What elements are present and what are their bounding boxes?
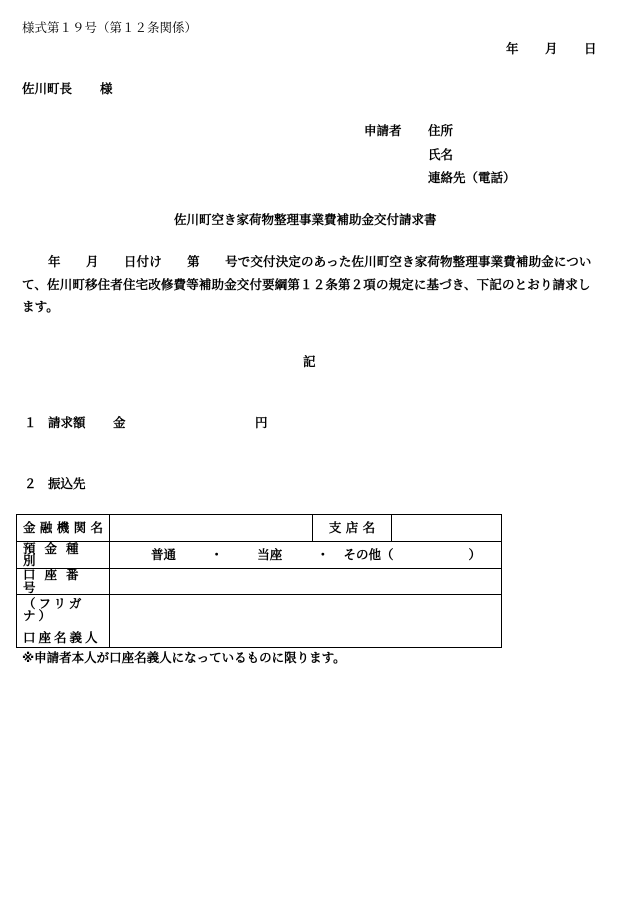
branch-field[interactable] [392, 515, 502, 542]
item2-label: 振込先 [48, 476, 86, 491]
bank-name-field[interactable] [110, 515, 313, 542]
form-number: 様式第１９号（第１２条関係） [22, 20, 198, 35]
body-paragraph: 年 月 日付け 第 号で交付決定のあった佐川町空き家荷物整理事業費補助金について、佐川町移住者住宅改修費等補助金交付要綱第１２条第２項の規定に基づき、下記のとおり請求します。 [22, 254, 592, 314]
bank-account-table [16, 514, 502, 648]
bank-name-label: 金 融 機 関 名 [23, 519, 103, 535]
addressee-name: 佐川町長 [22, 81, 73, 96]
holder-field[interactable] [110, 595, 502, 648]
deposit-type-normal[interactable]: 普通 [151, 546, 177, 562]
deposit-type-field[interactable] [110, 542, 502, 569]
holder-label-cell [17, 595, 110, 648]
deposit-type-other[interactable]: その他（ ） [343, 546, 482, 562]
item1-prefix: 金 [113, 415, 126, 430]
date-year-label: 年 [506, 41, 519, 56]
item2-number: ２ [24, 476, 37, 491]
item1-unit: 円 [255, 415, 268, 430]
date-day-label: 日 [584, 41, 597, 56]
branch-label: 支 店 名 [328, 519, 376, 535]
deposit-type-current[interactable]: 当座 [257, 546, 283, 562]
deposit-type-label-cell [17, 542, 110, 569]
account-number-field[interactable] [110, 569, 502, 595]
date-month-label: 月 [545, 41, 558, 56]
footnote: ※申請者本人が口座名義人になっているものに限ります。 [22, 650, 346, 665]
account-number-label-cell [17, 569, 110, 595]
applicant-address-label: 住所 [428, 123, 454, 138]
applicant-contact-label: 連絡先（電話） [428, 170, 516, 185]
deposit-type-sep-2: ・ [316, 546, 330, 562]
holder-label: 口座名義人 [23, 629, 101, 645]
bank-name-label-cell [17, 515, 110, 542]
applicant-name-label: 氏名 [428, 147, 454, 162]
furigana-label: （フリガナ） [23, 595, 85, 624]
deposit-type-sep-1: ・ [210, 546, 223, 562]
document-title: 佐川町空き家荷物整理事業費補助金交付請求書 [174, 212, 437, 227]
item1-label: 請求額 [48, 415, 86, 430]
applicant-label: 申請者 [364, 123, 402, 138]
account-number-label: 口座番号 [23, 567, 88, 595]
ki-label: 記 [303, 354, 316, 369]
addressee-honorific: 様 [100, 81, 113, 96]
deposit-type-label: 預金種別 [23, 540, 88, 568]
branch-label-cell [313, 515, 392, 542]
item1-number: １ [24, 415, 37, 430]
